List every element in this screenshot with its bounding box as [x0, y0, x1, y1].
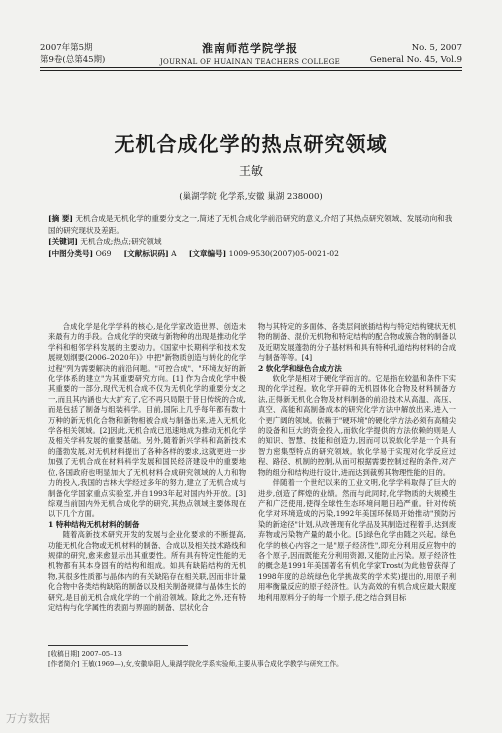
article-title: 无机合成化学的热点研究领域	[114, 132, 388, 156]
doc-code-label: [文献标识码]	[123, 248, 169, 258]
clc-label: [中图分类号]	[48, 248, 94, 258]
author-bio: [作者简介] 王敏(1969—),女,安徽阜阳人,巢湖学院化学系实验师,主要从事合成化学教学与研究工作。	[48, 660, 343, 668]
keywords-label: [关键词]	[48, 237, 78, 246]
author-affiliation: (巢湖学院 化学系,安徽 巢湖 238000)	[179, 192, 323, 202]
section-1-paragraph: 随着高新技术研究开发的发展与企业化要求的不断提高,功能无机化合物或无机材料的制备、合成以及相关技术路线和规律的研究,愈来愈显示出其重要性。所有具有特定性能的无机物都有其本身固有的结构和组成。如具有缺陷结构的无机物,其很多性质都与晶体内的有关缺陷存在相关联,因而非计量化合物中各类结构缺陷的制备以及相关制备规律与晶体生长的研究,是目前无机合成化学的一个前沿领域。除此之外,还有特定结构与化学属性的表面与界面的制备、层状化合	[48, 530, 246, 612]
issue-number-en: No. 5, 2007	[411, 43, 462, 53]
abstract-label: [摘 要]	[48, 214, 74, 223]
journal-name-cn: 淮南师范学院学报	[202, 42, 298, 55]
header-rule-thin	[40, 70, 462, 71]
keywords-text: 无机合成;热点;研究领域	[80, 237, 162, 246]
journal-masthead	[150, 40, 350, 66]
article-id-value: 1009-9530(2007)05-0021-02	[228, 248, 339, 258]
general-number-en: General No. 45, Vol.9	[369, 55, 462, 65]
watermark: 万方数据	[6, 712, 50, 725]
section-heading-1: 1 特种结构无机材料的制备	[48, 519, 140, 529]
footnote-block	[48, 649, 454, 669]
section-2-paragraph-1: 软化学是相对于硬化学而言的。它是指在较温和条件下实现的化学过程。软化学开辟的无机固体化合物及材料制备方法,正得新无机化合物及材料制备的前沿技术从高温、高压、真空、高能和高制备成本的研究化学方法中解放出来,进入一个更广阔的领域。依赖于"硬环境"的硬化学方法必须有高精尖的设备和巨大的资金投入,而软化学提供的方法依赖的则是人的知识、智慧、技能和创造力,因而可以说软化学是一个具有智力密集型特点的研究领域。软化学易于实现对化学反应过程、路径、机制的控制,从而可根据需要控制过程的条件,对产物的组分和结构进行设计,进而达到裁剪其物理性能的目的。	[258, 374, 456, 477]
body-column-left	[48, 322, 246, 613]
abstract-paragraph	[48, 213, 454, 236]
keywords-line	[48, 236, 454, 248]
received-date: [收稿日期] 2007–05–13	[48, 650, 122, 658]
intro-paragraph: 合成化学是化学学科的核心,是化学家改造世界、创造未来最有力的手段。合成化学的突破与新物种的出现是推动化学学科和相邻学科发展的主要动力。《国家中长期科学和技术发展规划纲要(2006–2020年)》中把"新物质创造与转化的化学过程"列为需要解决的前沿问题。"可控合成"、"环境友好的新化学体系的建立"为其重要研究方向。[1] 作为合成化学中极其重要的一部分,现代无机合成不仅为无机化学的重要分支之一,而且其内涵也大大扩充了,它不再只局限于昔日传统的合成,而是包括了制备与组装科学。目前,国际上几乎每年都有数十万种的新无机化合物和新物相被合成与制备出来,进入无机化学各相关领域。[2]因此,无机合成已迅速地成为推动无机化学及相关学科发展的重要基础。另外,随着新兴学科和高新技术的蓬勃发展,对无机材料提出了各种各样的要求,这就更进一步加强了无机合成在材料科学发展和国民经济建设中的重要地位,各国政府也明显加大了无机材料合成研究领域的人力和物力的投入,我国的吉林大学经过多年的努力,建立了无机合成与制备化学国家重点实验室,并自1993年起对国内外开放。[3] 综观当前国内外无机合成化学的研究,其热点领域主要体现在以下几个方面。	[48, 322, 246, 519]
section-heading-2: 2 软化学和绿色合成方法	[258, 363, 342, 373]
issue-info-right	[370, 42, 462, 66]
abstract-text: 无机合成是无机化学的重要分支之一,简述了无机合成化学前沿研究的意义,介绍了其热点研究领域、发展动向和我国的研究现状及差距。	[48, 214, 453, 235]
article-author: 王敏	[238, 164, 263, 178]
issue-info-left	[40, 42, 105, 66]
article-id-label: [文章编号]	[188, 248, 227, 258]
issue-volume: 第9卷(总第45期)	[40, 55, 106, 65]
clc-value: O69	[95, 248, 112, 258]
classification-line	[48, 248, 454, 260]
issue-year: 2007年第5期	[40, 43, 93, 53]
header-rule-thick	[40, 67, 462, 68]
body-column-right	[258, 322, 456, 603]
abstract-block	[48, 213, 454, 259]
doc-code-value: A	[171, 248, 177, 258]
journal-name-en: JOURNAL OF HUAINAN TEACHERS COLLEGE	[159, 58, 341, 66]
section-1-continuation: 物与其特定的多面体、各类层间嵌插结构与特定结构键状无机物的制备、混价无机物和特定结构的配合物或簇合物的制备以及近期发展蓬勃的分子基材料和具有特种孔道结构材料的合成与制备等等。[4]	[258, 322, 456, 363]
footnote-rule	[48, 645, 188, 646]
section-2-paragraph-2: 伴随着一个世纪以来的工业文明,化学学科取得了巨大的进步,创造了辉煌的业绩。然而与此同时,化学物质的大规模生产和广泛使用,使得全球性生态环境问题日趋严重。针对传统化学对环境造成的污染,1992年美国环保局开始推动"预防污染的新途径"计划,从改善现有化学品及其制造过程着手,达到废弃物或污染物产量的最小化。[5]绿色化学由随之兴起。绿色化学的核心内容之一是"原子经济性",即充分利用反应物中的各个原子,因而既能充分利用资源,又能防止污染。原子经济性的概念是1991年美国著名有机化学家Trost(为此他曾获得了1998年度的总统绿色化学挑战奖的学术奖)提出的,用原子利用率衡量反应的原子经济性。认为高效的有机合成应最大限度地利用原料分子的每一个原子,使之结合到目标	[258, 478, 456, 602]
